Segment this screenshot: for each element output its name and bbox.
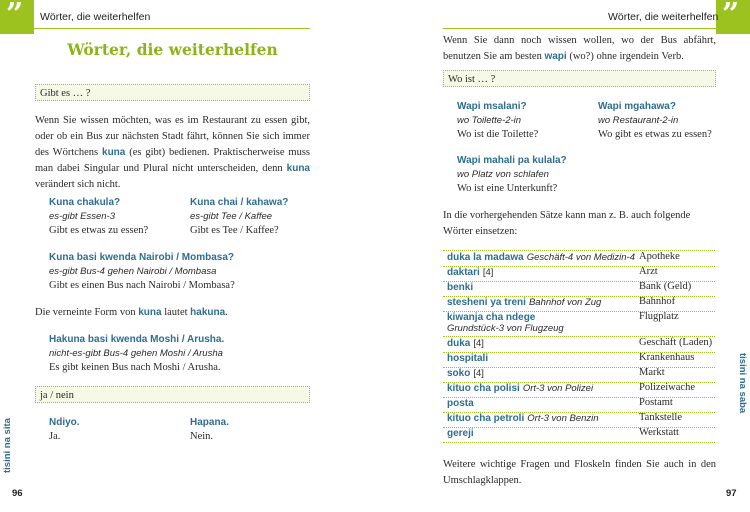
vocab-swahili — [447, 368, 484, 379]
table-row — [443, 311, 715, 337]
table-row — [443, 352, 715, 368]
vocab-swahili — [447, 428, 474, 439]
example-ndiyo: Ndiyo. Ja. — [49, 417, 80, 442]
vocab-gloss: Grundstück-3 von Flugzeug — [447, 323, 564, 334]
vocab-term: stesheni ya treni — [447, 297, 526, 308]
example-msalani: Wapi msalani? wo Toilette-2-in Wo ist die Toilette? — [457, 101, 539, 140]
vocab-german: Postamt — [639, 397, 673, 408]
vocab-gloss: Ort-3 von Polizei — [522, 383, 594, 394]
vocab-term: daktari — [447, 267, 480, 278]
quote-mark-icon: ” — [716, 0, 750, 34]
box-ja-nein: ja / nein — [35, 386, 310, 403]
vocab-german: Flugplatz — [639, 311, 679, 322]
vocab-swahili — [447, 297, 601, 308]
table-row — [443, 367, 715, 383]
box-gibt-es: Gibt es … ? — [35, 84, 310, 101]
vocab-term: soko — [447, 368, 471, 379]
keyword: kuna — [102, 147, 126, 158]
vocab-term: gereji — [447, 428, 474, 439]
paragraph-kuna: Wenn Sie wissen möchten, was es im Restaurant zu essen gibt, oder ob ein Bus zur nächsten Stadt fährt, können Sie sich immer des Wörtchens kuna (es gibt) bedienen. Praktischerweise muss man dabei Singular und Plural nicht unterscheiden, denn kuna verändert sich nicht. — [35, 115, 310, 190]
vocab-swahili — [447, 312, 564, 334]
vocab-gloss: [4] — [473, 368, 484, 379]
vocab-term: posta — [447, 398, 474, 409]
paragraph-hakuna: Die verneinte Form von kuna lautet hakuna. — [35, 307, 228, 318]
keyword: wapi — [544, 51, 567, 62]
paragraph-wapi: Wenn Sie dann noch wissen wollen, wo der Bus abfährt, benutzen Sie am besten wapi (wo?) ohne irgendein Verb. — [443, 35, 716, 62]
quote-mark-icon: ” — [0, 0, 34, 34]
vocab-german: Apotheke — [639, 251, 680, 262]
example-mgahawa: Wapi mgahawa? wo Restaurant-2-in Wo gibt es etwas zu essen? — [598, 101, 712, 140]
example-hapana: Hapana. Nein. — [190, 417, 229, 442]
vocab-german: Werkstatt — [639, 427, 679, 438]
vocab-term: kituo cha polisi — [447, 383, 520, 394]
section-title: Wörter, die weiterhelfen — [67, 40, 278, 59]
vocab-german: Arzt — [639, 266, 658, 277]
example-hakuna: Hakuna basi kwenda Moshi / Arusha. nicht-es-gibt Bus-4 gehen Moshi / Arusha Es gibt keinen Bus nach Moshi / Arusha. — [49, 334, 225, 373]
paragraph-lead: In die vorhergehenden Sätze kann man z. B. auch folgende Wörter einsetzen: — [443, 210, 691, 237]
vocab-gloss: Ort-3 von Benzin — [527, 413, 599, 424]
keyword: hakuna — [190, 307, 226, 318]
vocab-gloss: [4] — [473, 338, 484, 349]
example-chakula: Kuna chakula? es-gibt Essen-3 Gibt es etwas zu essen? — [49, 197, 149, 236]
vocab-swahili — [447, 398, 474, 409]
table-row — [443, 266, 715, 282]
table-row — [443, 412, 715, 428]
vocab-gloss: Geschäft-4 von Medizin-4 — [526, 252, 635, 263]
box-wo-ist: Wo ist … ? — [443, 70, 716, 87]
vocab-swahili — [447, 338, 484, 349]
table-row — [443, 382, 715, 398]
vocab-swahili — [447, 252, 635, 263]
paragraph-outro: Weitere wichtige Fragen und Floskeln finden Sie auch in den Umschlagklappen. — [443, 459, 716, 486]
vocab-swahili — [447, 267, 493, 278]
keyword: kuna — [286, 163, 310, 174]
table-row — [443, 296, 715, 312]
table-row — [443, 251, 715, 267]
vocab-term: duka la madawa — [447, 252, 524, 263]
vocab-german: Geschäft (Laden) — [639, 337, 713, 348]
vocab-term: benki — [447, 282, 474, 293]
table-row — [443, 397, 715, 413]
vocab-german: Tankstelle — [639, 412, 682, 423]
example-chai: Kuna chai / kahawa? es-gibt Tee / Kaffee Gibt es Tee / Kaffee? — [190, 197, 289, 236]
vocab-german: Bank (Geld) — [639, 281, 692, 292]
vocab-german: Polizeiwache — [639, 382, 695, 393]
side-label: tisini na sita — [2, 418, 13, 473]
example-mahali: Wapi mahali pa kulala? wo Platz von schlafen Wo ist eine Unterkunft? — [457, 155, 567, 194]
table-row — [443, 281, 715, 297]
vocab-term: duka — [447, 338, 471, 349]
vocab-german: Bahnhof — [639, 296, 676, 307]
running-header: Wörter, die weiterhelfen — [40, 11, 151, 23]
running-header: Wörter, die weiterhelfen — [608, 11, 719, 23]
vocab-swahili — [447, 383, 593, 394]
vocab-swahili — [447, 282, 473, 293]
vocab-term: kituo cha petroli — [447, 413, 525, 424]
vocab-gloss: Bahnhof von Zug — [528, 297, 602, 308]
vocab-term: hospitali — [447, 353, 489, 364]
page-number: 97 — [726, 488, 737, 499]
table-row — [443, 427, 715, 443]
page-number: 96 — [12, 488, 23, 499]
vocab-swahili — [447, 353, 488, 364]
example-basi: Kuna basi kwenda Nairobi / Mombasa? es-gibt Bus-4 gehen Nairobi / Mombasa Gibt es einen Bus nach Nairobi / Mombasa? — [49, 252, 235, 291]
header-rule — [34, 28, 310, 29]
keyword: kuna — [138, 307, 162, 318]
vocab-swahili — [447, 413, 599, 424]
header-rule — [443, 28, 716, 29]
vocab-german: Markt — [639, 367, 665, 378]
vocab-gloss: [4] — [482, 267, 494, 278]
side-label: tisini na saba — [737, 353, 748, 414]
table-row — [443, 337, 715, 353]
vocab-term: kiwanja cha ndege — [447, 312, 536, 323]
vocab-german: Krankenhaus — [639, 352, 695, 363]
